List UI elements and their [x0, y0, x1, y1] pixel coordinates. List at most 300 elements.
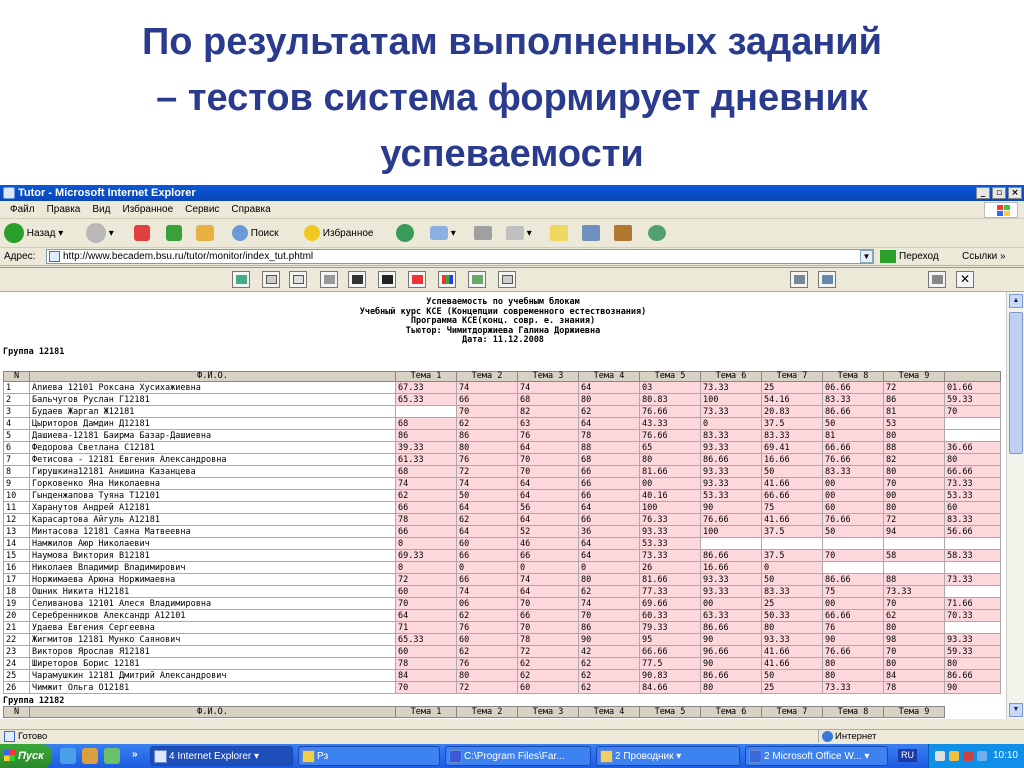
scroll-thumb[interactable]: [1009, 312, 1023, 454]
grades-2-header-row: [4, 707, 1001, 718]
report-document: [0, 292, 1006, 719]
address-label: Адрес:: [4, 251, 36, 262]
grade-cell: 72: [884, 514, 945, 526]
tool-window-button[interactable]: [928, 271, 946, 288]
back-label: Назад: [26, 228, 56, 239]
table-row: [4, 430, 1001, 442]
windows-flag-icon: [4, 750, 15, 761]
table-row: [4, 466, 1001, 478]
grade-cell: 66: [579, 490, 640, 502]
browser-window: [0, 185, 1024, 768]
grade-cell: 06.66: [823, 382, 884, 394]
grade-cell: 94: [884, 526, 945, 538]
tray-antivirus-icon[interactable]: [963, 751, 973, 761]
grade-cell: 60: [396, 646, 457, 658]
report-program: Программа КСЕ(конц. совр. е. знания): [410, 316, 596, 326]
grade-cell: 66: [579, 514, 640, 526]
grade-cell: 64: [579, 418, 640, 430]
col-header-topic-7: Тема 7: [762, 372, 823, 382]
total-cell: 73.33: [945, 574, 1001, 586]
col-header-n: N: [4, 372, 30, 382]
grade-cell: 78: [396, 658, 457, 670]
edit-button[interactable]: ▾: [506, 223, 532, 245]
quicklaunch-more[interactable]: »: [132, 749, 138, 760]
quicklaunch-media-icon[interactable]: [104, 748, 120, 764]
grade-cell: 95: [640, 634, 701, 646]
row-number-cell: 11: [4, 502, 30, 514]
tool-stats-button[interactable]: [438, 271, 456, 288]
links-button[interactable]: Ссылки »: [962, 251, 1006, 262]
grade-cell: 76.66: [823, 454, 884, 466]
tool-edit-button[interactable]: [468, 271, 486, 288]
report-tutor: Тьютор: Чимитдоржиева Галина Доржиевна: [405, 325, 601, 336]
grade-cell: 50: [823, 526, 884, 538]
grade-cell: 86.66: [701, 670, 762, 682]
tray-security-icon[interactable]: [949, 751, 959, 761]
col2-header-topic-2: Тема 2: [457, 707, 518, 718]
cap-icon: [382, 275, 393, 284]
grade-cell: 64: [457, 502, 518, 514]
task-label: Рз: [317, 751, 329, 762]
tool-cap-button[interactable]: [378, 271, 396, 288]
student-name-cell: Жигмитов 12181 Мунко Саянович: [30, 634, 396, 646]
tool-close-button[interactable]: ✕: [956, 271, 974, 288]
table-row: [4, 598, 1001, 610]
minimize-button[interactable]: _: [976, 187, 990, 199]
folder-task-icon: [600, 750, 613, 763]
tutor-toolbar: [0, 268, 1024, 292]
row-number-cell: 25: [4, 670, 30, 682]
tool-chart-button[interactable]: [232, 271, 250, 288]
menu-help[interactable]: Справка: [231, 204, 271, 215]
grade-cell: 62: [579, 670, 640, 682]
student-name-cell: Николаев Владимир Владимирович: [30, 562, 396, 574]
report-date: Дата: 11.12.2008: [462, 335, 544, 345]
grade-cell: 60: [457, 538, 518, 550]
total-cell: 60: [945, 502, 1001, 514]
grade-cell: 52: [518, 526, 579, 538]
grade-cell: 76.66: [701, 514, 762, 526]
security-zone: [818, 730, 876, 743]
row-number-cell: 17: [4, 574, 30, 586]
tray-network-icon[interactable]: [977, 751, 987, 761]
star-icon: [304, 225, 320, 241]
media-button[interactable]: [396, 223, 414, 245]
grade-cell: 93.33: [701, 574, 762, 586]
row-number-cell: 20: [4, 610, 30, 622]
mail-icon: [430, 226, 448, 240]
standard-toolbar: [0, 220, 1024, 248]
grade-cell: 74: [396, 478, 457, 490]
total-cell: [945, 430, 1001, 442]
grade-cell: 26: [640, 562, 701, 574]
grade-cell: 62: [579, 586, 640, 598]
grade-cell: 66.66: [823, 442, 884, 454]
total-cell: [945, 418, 1001, 430]
grade-cell: 84: [884, 670, 945, 682]
total-cell: 80: [945, 658, 1001, 670]
star-task-icon: [302, 750, 315, 763]
grade-cell: 68: [396, 418, 457, 430]
student-name-cell: Дашиева-12181 Баирма Базар-Дашиевна: [30, 430, 396, 442]
grade-cell: 00: [823, 478, 884, 490]
table-row: [4, 406, 1001, 418]
grade-cell: 64: [518, 478, 579, 490]
grade-cell: 0: [762, 562, 823, 574]
address-dropdown-icon[interactable]: ▼: [860, 250, 873, 263]
total-cell: 90: [945, 682, 1001, 694]
grade-cell: 56: [518, 502, 579, 514]
grade-cell: 93.33: [701, 466, 762, 478]
grade-cell: 76: [457, 658, 518, 670]
grade-cell: 77.5: [640, 658, 701, 670]
close-button[interactable]: ×: [1008, 187, 1022, 199]
grade-cell: 64: [457, 526, 518, 538]
grade-cell: 75: [823, 586, 884, 598]
grade-cell: 80: [457, 670, 518, 682]
grade-cell: 93.33: [640, 526, 701, 538]
ie-icon: [3, 187, 15, 199]
col-header-fio: Ф.И.О.: [30, 372, 396, 382]
report-course: Учебный курс КСЕ (Концепции современного естествознания): [359, 306, 647, 317]
col-header-topic-9: Тема 9: [884, 372, 945, 382]
tool-send-button[interactable]: [818, 271, 836, 288]
student-name-cell: Алиева 12101 Роксана Хусихажиевна: [30, 382, 396, 394]
grade-cell: 73.33: [701, 406, 762, 418]
col-header-total: [945, 372, 1001, 382]
research-icon: [614, 225, 632, 241]
menu-view[interactable]: Вид: [92, 204, 111, 215]
grade-cell: 64: [579, 382, 640, 394]
total-cell: 93.33: [945, 634, 1001, 646]
vertical-scrollbar[interactable]: [1006, 292, 1024, 719]
group-2-label: Группа 12182: [3, 696, 65, 706]
grade-cell: 66: [579, 466, 640, 478]
grade-cell: 0: [396, 538, 457, 550]
quicklaunch-explorer-icon[interactable]: [82, 748, 98, 764]
grade-cell: 90: [701, 634, 762, 646]
col-header-topic-3: Тема 3: [518, 372, 579, 382]
grade-cell: 76: [823, 622, 884, 634]
grade-cell: 86: [457, 430, 518, 442]
print-button[interactable]: [474, 223, 492, 245]
grade-cell: 00: [884, 490, 945, 502]
col2-header-topic-8: Тема 8: [823, 707, 884, 718]
grade-cell: 66: [457, 550, 518, 562]
grade-cell: 84.66: [640, 682, 701, 694]
grade-cell: 69.41: [762, 442, 823, 454]
stop-button[interactable]: [134, 223, 150, 245]
task-label: 4 Internet Explorer: [169, 751, 252, 762]
row-number-cell: 21: [4, 622, 30, 634]
back-arrow-icon: [4, 223, 24, 243]
grade-cell: [823, 562, 884, 574]
grade-cell: 80: [701, 682, 762, 694]
student-name-cell: Гирушкина12181 Анишина Казанцева: [30, 466, 396, 478]
grade-cell: 62: [518, 658, 579, 670]
grade-cell: 66.66: [640, 646, 701, 658]
total-cell: 01.66: [945, 382, 1001, 394]
grade-cell: 73.33: [823, 682, 884, 694]
graduate-cap-icon: [352, 275, 363, 284]
grade-cell: 0: [518, 562, 579, 574]
grade-cell: 43.33: [640, 418, 701, 430]
grade-cell: 16.66: [762, 454, 823, 466]
total-cell: 58.33: [945, 550, 1001, 562]
tool-image-button[interactable]: [320, 271, 338, 288]
grade-cell: 72: [457, 466, 518, 478]
grade-cell: 78: [579, 430, 640, 442]
grade-cell: 69.66: [640, 598, 701, 610]
grade-cell: 50: [762, 574, 823, 586]
tool-copy-button[interactable]: [289, 271, 307, 288]
grade-cell: 70: [518, 598, 579, 610]
grade-cell: 83.33: [762, 430, 823, 442]
row-number-cell: 2: [4, 394, 30, 406]
messages-icon: [794, 275, 805, 284]
warning-icon: [412, 275, 423, 284]
status-text: Готово: [18, 731, 48, 742]
group-1-label: Группа 12181: [3, 347, 65, 357]
mail-button[interactable]: ▾: [430, 223, 456, 245]
task-label: 2 Microsoft Office W...: [764, 751, 862, 762]
total-cell: 66.66: [945, 466, 1001, 478]
grade-cell: 53.33: [640, 538, 701, 550]
grade-cell: 76: [457, 454, 518, 466]
menu-tools[interactable]: Сервис: [185, 204, 220, 215]
total-cell: 83.33: [945, 514, 1001, 526]
windows-logo-icon: [984, 202, 1018, 218]
grade-cell: 50: [823, 418, 884, 430]
table-row: [4, 622, 1001, 634]
grade-cell: 00: [640, 478, 701, 490]
grade-cell: 16.66: [701, 562, 762, 574]
taskbar: [0, 744, 1024, 768]
grade-cell: 80: [884, 658, 945, 670]
grade-cell: 70: [457, 406, 518, 418]
refresh-icon: [166, 225, 182, 241]
start-button[interactable]: [0, 744, 52, 768]
grade-cell: 62: [457, 646, 518, 658]
task-label: 2 Проводник: [615, 751, 674, 762]
grade-cell: 80: [762, 622, 823, 634]
grade-cell: 62: [457, 610, 518, 622]
grade-cell: 79.33: [640, 622, 701, 634]
grade-cell: 86.66: [823, 406, 884, 418]
grade-cell: 88: [884, 574, 945, 586]
student-name-cell: Ошник Никита Н12181: [30, 586, 396, 598]
search-label: Поиск: [250, 228, 279, 239]
grade-cell: 62: [579, 682, 640, 694]
tool-messages-button[interactable]: [790, 271, 808, 288]
research-button[interactable]: [614, 223, 632, 245]
row-number-cell: 26: [4, 682, 30, 694]
total-cell: 59.33: [945, 646, 1001, 658]
grade-cell: 62: [884, 610, 945, 622]
window-titlebar[interactable]: [0, 185, 1024, 201]
total-cell: [945, 538, 1001, 550]
go-arrow-icon: [880, 250, 896, 263]
grades-header-row: [4, 372, 1001, 382]
tool-export-button[interactable]: [498, 271, 516, 288]
discuss-button[interactable]: [550, 223, 568, 245]
menu-favorites[interactable]: Избранное: [122, 204, 174, 215]
address-input[interactable]: [46, 249, 874, 264]
media-icon: [396, 224, 414, 242]
grade-cell: 60: [457, 634, 518, 646]
grade-cell: 80: [884, 430, 945, 442]
back-button[interactable]: Назад ▾: [4, 223, 63, 245]
col-header-topic-6: Тема 6: [701, 372, 762, 382]
col2-header-total: [945, 707, 1001, 718]
table-row: [4, 586, 1001, 598]
task-internet-explorer[interactable]: 4 Internet Explorer ▾: [150, 746, 293, 766]
grade-cell: 65.33: [396, 394, 457, 406]
col2-header-topic-6: Тема 6: [701, 707, 762, 718]
grade-cell: 73.33: [701, 382, 762, 394]
scroll-down-icon[interactable]: ▼: [1009, 703, 1023, 717]
language-indicator[interactable]: RU: [898, 749, 917, 762]
grade-cell: 75: [762, 502, 823, 514]
grade-cell: 81.66: [640, 574, 701, 586]
grade-cell: 62: [457, 418, 518, 430]
grade-cell: 60: [823, 502, 884, 514]
grade-cell: 76: [518, 430, 579, 442]
grade-cell: 70: [579, 610, 640, 622]
bar-chart-icon: [442, 275, 453, 284]
grade-cell: 53.33: [701, 490, 762, 502]
grade-cell: 66.66: [823, 610, 884, 622]
table-row: [4, 490, 1001, 502]
messenger-button[interactable]: [582, 223, 600, 245]
menu-file[interactable]: Файл: [10, 204, 35, 215]
total-cell: [945, 622, 1001, 634]
grade-cell: 61.33: [396, 454, 457, 466]
favorites-button[interactable]: [304, 223, 373, 245]
tool-warning-button[interactable]: [408, 271, 426, 288]
grade-cell: 62: [396, 490, 457, 502]
grade-cell: 41.66: [762, 514, 823, 526]
go-button[interactable]: [880, 248, 939, 266]
student-name-cell: Серебренников Александр А12101: [30, 610, 396, 622]
grade-cell: 80: [640, 454, 701, 466]
grade-cell: 90: [701, 658, 762, 670]
table-row: [4, 670, 1001, 682]
grade-cell: 80: [823, 670, 884, 682]
grade-cell: 40.16: [640, 490, 701, 502]
home-button[interactable]: [196, 223, 214, 245]
menu-edit[interactable]: Правка: [46, 204, 81, 215]
tool-graduate-button[interactable]: [348, 271, 366, 288]
maximize-button[interactable]: ▫: [992, 187, 1006, 199]
total-cell: 70.33: [945, 610, 1001, 622]
grade-cell: 0: [396, 562, 457, 574]
grade-cell: 64: [518, 586, 579, 598]
far-task-icon: [449, 750, 462, 763]
report-title: Успеваемость по учебным блокам: [426, 297, 580, 307]
student-name-cell: Чарамушкин 12181 Дмитрий Александрович: [30, 670, 396, 682]
grade-cell: [823, 538, 884, 550]
grade-cell: 37.5: [762, 550, 823, 562]
document-icon: [266, 275, 277, 284]
grade-cell: 76.33: [640, 514, 701, 526]
grade-cell: 78: [884, 682, 945, 694]
grade-cell: 76.66: [640, 430, 701, 442]
grade-cell: 76: [457, 622, 518, 634]
edit-icon: [506, 226, 524, 240]
task-far[interactable]: [445, 746, 591, 766]
tray-arrow-icon[interactable]: [935, 751, 945, 761]
grade-cell: 86: [579, 622, 640, 634]
grade-cell: 37.5: [762, 526, 823, 538]
total-cell: [945, 586, 1001, 598]
table-row: [4, 562, 1001, 574]
send-icon: [822, 275, 833, 284]
table-row: [4, 502, 1001, 514]
grade-cell: 64: [396, 610, 457, 622]
report-header: [0, 298, 1006, 346]
search-button[interactable]: [232, 223, 279, 245]
table-row: [4, 538, 1001, 550]
task-word[interactable]: 2 Microsoft Office W... ▾: [745, 746, 888, 766]
row-number-cell: 12: [4, 514, 30, 526]
table-row: [4, 478, 1001, 490]
grade-cell: 86.66: [701, 454, 762, 466]
table-row: [4, 442, 1001, 454]
page-content: [0, 267, 1024, 718]
forward-button[interactable]: ▾: [86, 223, 114, 245]
grade-cell: 84: [396, 670, 457, 682]
grade-cell: 00: [823, 490, 884, 502]
student-name-cell: Будаев Жаргал Ж12181: [30, 406, 396, 418]
ie-task-icon: [154, 750, 167, 763]
slide-title-line-3: успеваемости: [380, 133, 644, 175]
col2-header-topic-4: Тема 4: [579, 707, 640, 718]
scroll-up-icon[interactable]: ▲: [1009, 294, 1023, 308]
grade-cell: 70: [884, 598, 945, 610]
grade-cell: 76.66: [640, 406, 701, 418]
grade-cell: 62: [579, 658, 640, 670]
grade-cell: 50.33: [762, 610, 823, 622]
grade-cell: 80: [884, 502, 945, 514]
grade-cell: 70: [396, 682, 457, 694]
grade-cell: 66: [457, 574, 518, 586]
grade-cell: 90.83: [640, 670, 701, 682]
student-name-cell: Чимжит Ольга О12181: [30, 682, 396, 694]
total-cell: 71.66: [945, 598, 1001, 610]
table-row: [4, 394, 1001, 406]
grades-table-group-2: [3, 706, 1001, 718]
student-name-cell: Фетисова - 12181 Евгения Александровна: [30, 454, 396, 466]
quicklaunch-desktop-icon[interactable]: [60, 748, 76, 764]
task-explorer[interactable]: 2 Проводник ▾: [596, 746, 740, 766]
start-label: Пуск: [18, 750, 44, 762]
grade-cell: 76.66: [823, 646, 884, 658]
row-number-cell: 10: [4, 490, 30, 502]
grade-cell: 80: [823, 658, 884, 670]
refresh-button[interactable]: [166, 223, 182, 245]
task-pz[interactable]: [298, 746, 440, 766]
grade-cell: 50: [762, 466, 823, 478]
grade-cell: 66.66: [762, 490, 823, 502]
col2-header-topic-7: Тема 7: [762, 707, 823, 718]
page-status-icon: [4, 731, 15, 742]
grade-cell: 90: [823, 634, 884, 646]
student-name-cell: Минтасова 12181 Саяна Матвеевна: [30, 526, 396, 538]
tool-document-button[interactable]: [262, 271, 280, 288]
window-icon: [932, 275, 943, 284]
users-button[interactable]: [648, 223, 666, 245]
